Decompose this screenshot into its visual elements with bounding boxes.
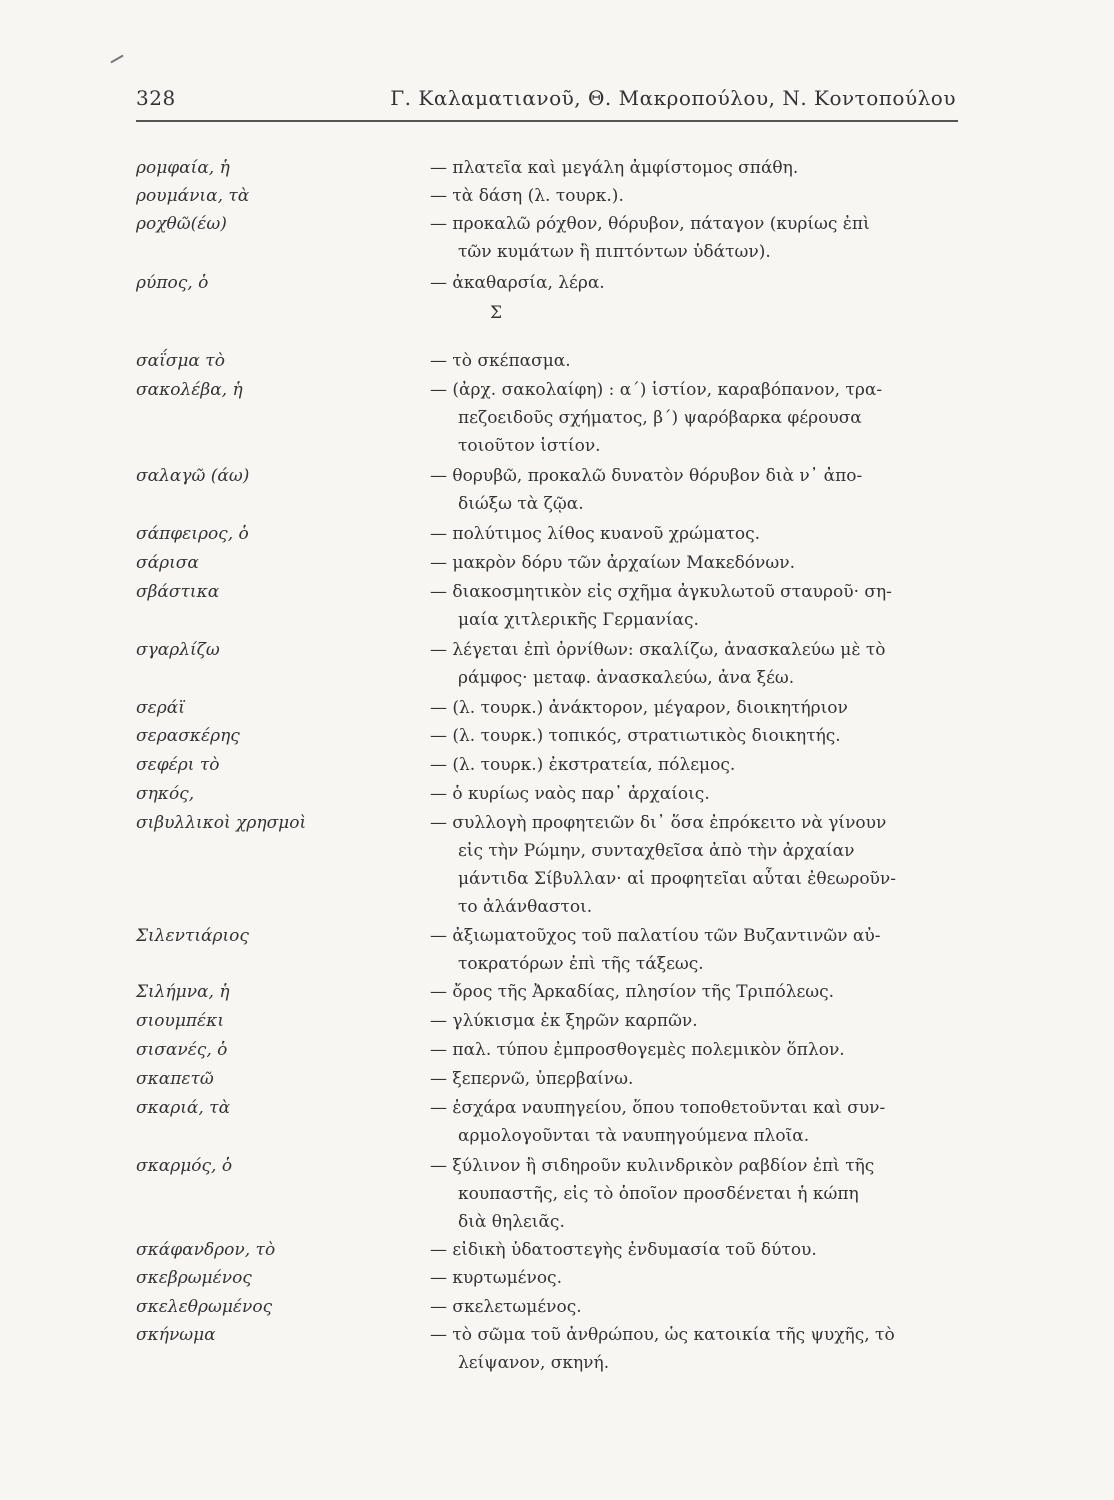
entry-term: σαΐσμα τὸ <box>136 351 225 371</box>
entry-term: σηκός, <box>136 784 195 804</box>
entry-term: σερασκέρης <box>136 726 240 746</box>
entry-definition-line: — σκελετωμένος. <box>430 1297 582 1317</box>
entry-term: σκήνωμα <box>136 1325 216 1345</box>
entry-definition-line: διὰ θηλειᾶς. <box>458 1212 565 1232</box>
entry-definition-line: — παλ. τύπου ἐμπροσθογεμὲς πολεμικὸν ὅπλον. <box>430 1040 845 1060</box>
entry-definition-line: — πολύτιμος λίθος κυανοῦ χρώματος. <box>430 524 761 544</box>
entry-definition-line: — γλύκισμα ἐκ ξηρῶν καρπῶν. <box>430 1011 698 1031</box>
entry-definition-line: — (λ. τουρκ.) ἐκστρατεία, πόλεμος. <box>430 755 736 775</box>
entry-definition-line: — ξύλινον ἢ σιδηροῦν κυλινδρικὸν ραβδίον ἐπὶ τῆς <box>430 1156 875 1176</box>
entry-definition-line: — εἰδικὴ ὑδατοστεγὴς ἐνδυμασία τοῦ δύτου. <box>430 1240 817 1260</box>
entry-term: σκαπετῶ <box>136 1069 214 1089</box>
entry-term: σκελεθρωμένος <box>136 1297 273 1317</box>
entry-definition-line: — πλατεῖα καὶ μεγάλη ἀμφίστομος σπάθη. <box>430 158 799 178</box>
entry-definition-line: — μακρὸν δόρυ τῶν ἀρχαίων Μακεδόνων. <box>430 553 795 573</box>
entry-term: σιουμπέκι <box>136 1011 224 1031</box>
entry-term: σκεβρωμένος <box>136 1268 252 1288</box>
entry-term: σκαρμός, ὁ <box>136 1156 233 1176</box>
entry-definition-line: — ὄρος τῆς Ἀρκαδίας, πλησίον τῆς Τριπόλεως. <box>430 982 835 1002</box>
entry-definition-line: τοκρατόρων ἐπὶ τῆς τάξεως. <box>458 954 704 974</box>
entry-definition-line: — (λ. τουρκ.) τοπικός, στρατιωτικὸς διοικητής. <box>430 726 841 746</box>
entry-definition-line: — τὰ δάση (λ. τουρκ.). <box>430 186 624 206</box>
entry-definition-line: αρμολογοῦνται τὰ ναυπηγούμενα πλοῖα. <box>458 1126 810 1146</box>
page-number: 328 <box>136 86 176 110</box>
entry-definition-line: — ἀξιωματοῦχος τοῦ παλατίου τῶν Βυζαντινῶν αὐ- <box>430 926 881 946</box>
entry-term: ροχθῶ(έω) <box>136 214 227 234</box>
entry-term: σεφέρι τὸ <box>136 755 220 775</box>
running-title: Γ. Καλαματιανοῦ, Θ. Μακροπούλου, Ν. Κοντοπούλου <box>390 86 956 110</box>
entry-definition-line: — συλλογὴ προφητειῶν δι᾽ ὅσα ἐπρόκειτο νὰ γίνουν <box>430 813 887 833</box>
entry-term: σεράϊ <box>136 698 185 718</box>
entry-definition-line: διώξω τὰ ζῷα. <box>458 494 584 514</box>
entry-definition-line: — ἐσχάρα ναυπηγείου, ὅπου τοποθετοῦνται καὶ συν- <box>430 1098 886 1118</box>
entry-definition-line: — κυρτωμένος. <box>430 1268 562 1288</box>
entry-definition-line: — ὁ κυρίως ναὸς παρ᾽ ἀρχαίοις. <box>430 784 710 804</box>
entry-term: σκαριά, τὰ <box>136 1098 231 1118</box>
entry-term: Σιλεντιάριος <box>136 926 249 946</box>
entry-definition-line: πεζοειδοῦς σχήματος, β΄) ψαρόβαρκα φέρουσα <box>458 408 862 428</box>
entry-term: σάπφειρος, ὁ <box>136 524 249 544</box>
entry-definition-line: ράμφος· μεταφ. ἀνασκαλεύω, ἀνα ξέω. <box>458 668 795 688</box>
entry-term: σαλαγῶ (άω) <box>136 466 250 486</box>
entry-definition-line: — τὸ σῶμα τοῦ ἀνθρώπου, ὡς κατοικία τῆς ψυχῆς, τὸ <box>430 1325 895 1345</box>
entry-definition-line: — θορυβῶ, προκαλῶ δυνατὸν θόρυβον διὰ ν᾽ ἀπο- <box>430 466 863 486</box>
entry-definition-line: τοιοῦτον ἱστίον. <box>458 436 601 456</box>
entry-definition-line: — τὸ σκέπασμα. <box>430 351 571 371</box>
entry-definition-line: — (λ. τουρκ.) ἀνάκτορον, μέγαρον, διοικητήριον <box>430 698 848 718</box>
entry-definition-line: — ἀκαθαρσία, λέρα. <box>430 273 605 293</box>
entry-term: Σιλήμνα, ἡ <box>136 982 230 1002</box>
entry-definition-line: εἰς τὴν Ρώμην, συνταχθεῖσα ἀπὸ τὴν ἀρχαίαν <box>458 841 855 861</box>
entry-definition-line: — προκαλῶ ρόχθον, θόρυβον, πάταγον (κυρίως ἐπὶ <box>430 214 870 234</box>
entry-definition-line: — διακοσμητικὸν εἰς σχῆμα ἀγκυλωτοῦ σταυροῦ· ση- <box>430 582 892 602</box>
entry-term: ρύπος, ὁ <box>136 273 209 293</box>
entry-term: ρομφαία, ἡ <box>136 158 230 178</box>
entry-definition-line: μαία χιτλερικῆς Γερμανίας. <box>458 610 699 630</box>
section-letter: Σ <box>490 303 503 323</box>
entry-definition-line: λείψανον, σκηνή. <box>458 1353 610 1373</box>
entry-term: σιβυλλικοὶ χρησμοὶ <box>136 813 307 833</box>
entry-definition-line: — (ἀρχ. σακολαίφη) : α΄) ἱστίον, καραβόπανον, τρα- <box>430 380 883 400</box>
entry-definition-line: μάντιδα Σίβυλλαν· αἱ προφητεῖαι αὗται ἐθεωροῦν- <box>458 869 896 889</box>
entry-definition-line: το ἀλάνθαστοι. <box>458 897 593 917</box>
entry-term: ρουμάνια, τὰ <box>136 186 250 206</box>
entry-term: σβάστικα <box>136 582 220 602</box>
entry-definition-line: κουπαστῆς, εἰς τὸ ὁποῖον προσδένεται ἡ κώπη <box>458 1184 859 1204</box>
entry-definition-line: — ξεπερνῶ, ὑπερβαίνω. <box>430 1069 634 1089</box>
entry-definition-line: τῶν κυμάτων ἢ πιπτόντων ὑδάτων). <box>458 242 771 262</box>
entry-term: σάρισα <box>136 553 199 573</box>
entry-definition-line: — λέγεται ἐπὶ ὀρνίθων: σκαλίζω, ἀνασκαλεύω μὲ τὸ <box>430 640 886 660</box>
entry-term: σακολέβα, ἡ <box>136 380 243 400</box>
entry-term: σκάφανδρον, τὸ <box>136 1240 276 1260</box>
entry-term: σισανές, ὁ <box>136 1040 228 1060</box>
entry-term: σγαρλίζω <box>136 640 220 660</box>
